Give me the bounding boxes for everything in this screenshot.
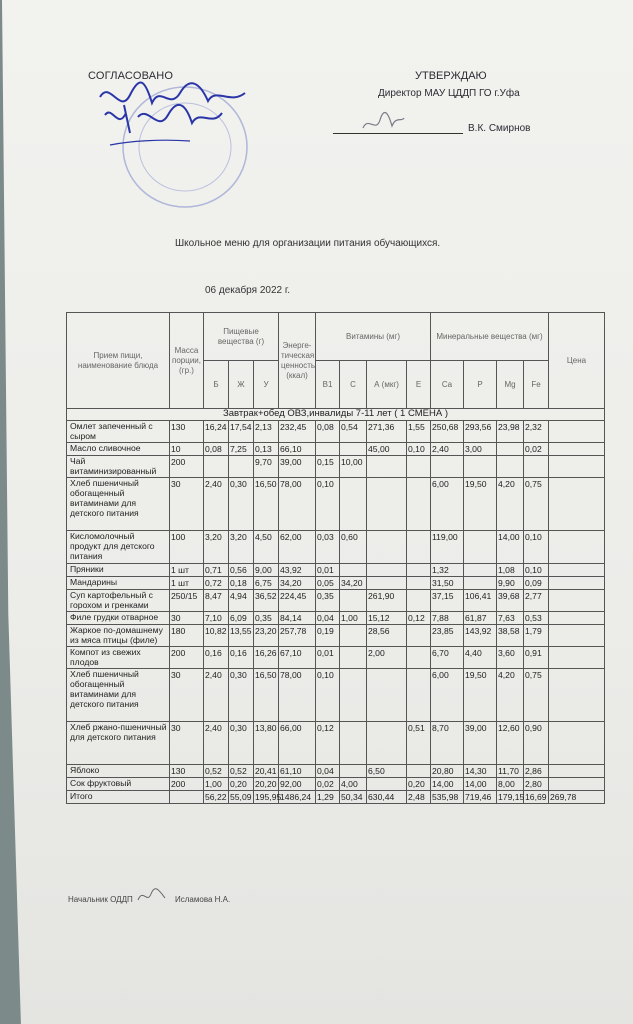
- cell-en: 62,00: [279, 531, 316, 564]
- cell-b1: [316, 443, 340, 456]
- cell-mg: 4,20: [497, 478, 524, 531]
- cell-b: 2,40: [204, 722, 229, 765]
- cell-mg: 38,58: [497, 625, 524, 647]
- cell-mg: 8,00: [497, 778, 524, 791]
- cell-c: [340, 625, 367, 647]
- cell-u: 0,35: [254, 612, 279, 625]
- table-row: [67, 456, 605, 478]
- cell-price: [549, 669, 605, 722]
- cell-c: 50,34: [340, 791, 367, 804]
- cell-mass: 30: [170, 669, 204, 722]
- cell-name: Компот из свежих плодов: [67, 647, 170, 669]
- cell-c: 0,60: [340, 531, 367, 564]
- cell-zh: 0,56: [229, 564, 254, 577]
- cell-ca: 2,40: [431, 443, 464, 456]
- table-row: [67, 564, 605, 577]
- cell-ca: 14,00: [431, 778, 464, 791]
- header-mass: Масса порции, (гр.): [170, 313, 204, 409]
- footer-position: Начальник ОДДП: [68, 895, 133, 904]
- cell-mass: 30: [170, 612, 204, 625]
- cell-e: 0,12: [407, 612, 431, 625]
- cell-ca: 23,85: [431, 625, 464, 647]
- cell-fe: 0,91: [524, 647, 549, 669]
- cell-ca: 6,70: [431, 647, 464, 669]
- cell-fe: 0,10: [524, 531, 549, 564]
- cell-mass: [170, 791, 204, 804]
- table-row: [67, 421, 605, 443]
- cell-fe: 0,10: [524, 564, 549, 577]
- cell-ca: 37,15: [431, 590, 464, 612]
- cell-c: [340, 443, 367, 456]
- cell-b: 7,10: [204, 612, 229, 625]
- cell-zh: 55,09: [230, 792, 252, 802]
- cell-a: [367, 577, 407, 590]
- cell-b1: 0,05: [316, 577, 340, 590]
- cell-p: 3,00: [464, 443, 497, 456]
- cell-fe: 0,75: [524, 478, 549, 531]
- cell-en: 66,00: [279, 722, 316, 765]
- cell-b: 1,00: [204, 778, 229, 791]
- cell-b1: 0,03: [316, 531, 340, 564]
- signature-line: [333, 133, 463, 134]
- header-mg: Mg: [497, 361, 524, 409]
- header-energy: Энерге-тическая ценность (ккал): [279, 313, 316, 409]
- cell-e: [407, 456, 431, 478]
- cell-p: 61,87: [464, 612, 497, 625]
- cell-zh: 4,94: [229, 590, 254, 612]
- cell-u: 16,50: [254, 669, 279, 722]
- cell-e: [407, 564, 431, 577]
- header-a: А (мкг): [367, 361, 407, 409]
- cell-en: 232,45: [279, 421, 316, 443]
- cell-p: [464, 577, 497, 590]
- footer-signature: [135, 886, 170, 906]
- cell-fe: 0,02: [524, 443, 549, 456]
- cell-name: Омлет запеченный с сыром: [67, 421, 170, 443]
- cell-fe: 0,75: [524, 669, 549, 722]
- cell-e: [407, 590, 431, 612]
- cell-p: [464, 564, 497, 577]
- cell-b1: 0,01: [316, 647, 340, 669]
- cell-mg: 12,60: [497, 722, 524, 765]
- cell-a: [367, 564, 407, 577]
- cell-b1: 0,01: [316, 564, 340, 577]
- cell-mass: 200: [170, 456, 204, 478]
- cell-en: 61,10: [279, 765, 316, 778]
- cell-zh: 17,54: [229, 421, 254, 443]
- agreed-label: СОГЛАСОВАНО: [88, 70, 174, 82]
- table-row: [67, 590, 605, 612]
- cell-p: 14,00: [464, 778, 497, 791]
- cell-u: 2,13: [254, 421, 279, 443]
- cell-zh: 0,20: [229, 778, 254, 791]
- cell-price: [549, 590, 605, 612]
- cell-name: Хлеб ржано-пшеничный для детского питания: [67, 722, 170, 765]
- cell-e: 0,10: [407, 443, 431, 456]
- cell-u: 20,41: [255, 766, 277, 776]
- cell-mg: 7,63: [497, 612, 524, 625]
- cell-b1: 0,04: [316, 612, 340, 625]
- cell-mg: 23,98: [497, 421, 524, 443]
- menu-date: 06 декабря 2022 г.: [205, 285, 291, 296]
- cell-name: Яблоко: [67, 765, 170, 778]
- cell-en: 1486,24: [279, 791, 316, 804]
- cell-mg: 3,60: [497, 647, 524, 669]
- cell-fe: 2,80: [524, 778, 549, 791]
- cell-price: [549, 456, 605, 478]
- cell-p: 19,50: [464, 478, 497, 531]
- table-row: [67, 669, 605, 722]
- header-b1: B1: [316, 361, 340, 409]
- cell-en: 84,14: [279, 612, 316, 625]
- cell-u: 23,20: [254, 625, 279, 647]
- cell-c: 34,20: [340, 577, 367, 590]
- cell-fe: 2,86: [524, 765, 549, 778]
- cell-en: 224,45: [279, 590, 316, 612]
- cell-e: [407, 625, 431, 647]
- cell-name: Сок фруктовый: [67, 778, 170, 791]
- cell-p: 19,50: [464, 669, 497, 722]
- cell-c: [340, 564, 367, 577]
- total-row: [67, 791, 605, 804]
- cell-en: 39,00: [279, 456, 316, 478]
- approver-name: В.К. Смирнов: [468, 123, 531, 134]
- cell-name: Кисломолочный продукт для детского питания: [67, 531, 170, 564]
- cell-en: 257,78: [279, 625, 316, 647]
- cell-ca: 6,00: [431, 669, 464, 722]
- cell-b: 0,08: [204, 443, 229, 456]
- cell-b: 10,82: [204, 625, 229, 647]
- header-meal: Прием пищи, наименование блюда: [67, 313, 170, 409]
- cell-u: 4,50: [254, 531, 279, 564]
- cell-fe: 0,09: [524, 577, 549, 590]
- cell-mass: 1 шт: [170, 577, 204, 590]
- cell-b1: 0,19: [316, 625, 340, 647]
- cell-p: 39,00: [464, 722, 497, 765]
- cell-c: 4,00: [340, 778, 367, 791]
- cell-u: 9,00: [254, 564, 279, 577]
- cell-p: 719,46: [464, 791, 497, 804]
- cell-ca: 8,70: [431, 722, 464, 765]
- cell-e: 0,20: [407, 778, 431, 791]
- cell-a: 45,00: [367, 443, 407, 456]
- cell-b: 2,40: [204, 478, 229, 531]
- header-fe: Fe: [524, 361, 549, 409]
- cell-e: 1,55: [407, 421, 431, 443]
- cell-price: [549, 612, 605, 625]
- menu-table: [66, 312, 605, 804]
- cell-a: 15,12: [367, 612, 407, 625]
- cell-u: 195,95: [255, 792, 282, 802]
- cell-p: 14,30: [464, 765, 497, 778]
- cell-name: Суп картофельный с горохом и гренками: [67, 590, 170, 612]
- table-row: [67, 531, 605, 564]
- cell-b1: 0,10: [316, 669, 340, 722]
- cell-p: [464, 456, 497, 478]
- cell-zh: 3,20: [229, 531, 254, 564]
- cell-price: [549, 478, 605, 531]
- cell-zh: 0,52: [229, 765, 254, 778]
- cell-ca: [431, 456, 464, 478]
- cell-price: [549, 647, 605, 669]
- cell-mg: [497, 456, 524, 478]
- cell-price: [549, 531, 605, 564]
- cell-mg: 4,20: [497, 669, 524, 722]
- approve-label: УТВЕРЖДАЮ: [415, 70, 487, 82]
- cell-u: 6,75: [254, 577, 279, 590]
- cell-u: 13,80: [254, 722, 279, 765]
- cell-price: [549, 778, 605, 791]
- table-row: [67, 765, 605, 778]
- header-p: P: [464, 361, 497, 409]
- cell-p: 4,40: [464, 647, 497, 669]
- cell-mg: 179,15: [498, 792, 525, 802]
- table-row: [67, 778, 605, 791]
- cell-b: 0,52: [204, 765, 229, 778]
- cell-zh: 0,30: [229, 722, 254, 765]
- cell-b1: 0,08: [316, 421, 340, 443]
- cell-u: 16,50: [254, 478, 279, 531]
- cell-fe: [524, 456, 549, 478]
- cell-e: [407, 577, 431, 590]
- cell-zh: 6,09: [229, 612, 254, 625]
- cell-e: [407, 669, 431, 722]
- cell-a: 630,44: [367, 791, 407, 804]
- cell-b: 8,47: [204, 590, 229, 612]
- cell-name: Хлеб пшеничный обогащенный витаминами для детского питания: [67, 669, 170, 722]
- cell-b: 0,72: [204, 577, 229, 590]
- header-minerals: Минеральные вещества (мг): [431, 313, 549, 361]
- cell-a: [367, 722, 407, 765]
- table-row: [67, 722, 605, 765]
- cell-name: Пряники: [67, 564, 170, 577]
- cell-b: 2,40: [204, 669, 229, 722]
- cell-ca: 31,50: [431, 577, 464, 590]
- cell-u: 9,70: [254, 456, 279, 478]
- cell-price: [549, 625, 605, 647]
- cell-mass: 10: [170, 443, 204, 456]
- header-zh: Ж: [229, 361, 254, 409]
- cell-c: 10,00: [340, 456, 367, 478]
- cell-zh: 0,16: [229, 647, 254, 669]
- cell-a: 6,50: [367, 765, 407, 778]
- cell-ca: 250,68: [431, 421, 464, 443]
- cell-en: 34,20: [279, 577, 316, 590]
- cell-name: Итого: [67, 791, 170, 804]
- cell-fe: 2,32: [524, 421, 549, 443]
- header-ca: Ca: [431, 361, 464, 409]
- cell-en: 43,92: [279, 564, 316, 577]
- cell-name: Филе грудки отварное: [67, 612, 170, 625]
- cell-name: Жаркое по-домашнему из мяса птицы (филе): [67, 625, 170, 647]
- cell-mass: 200: [170, 647, 204, 669]
- cell-mg: 1,08: [497, 564, 524, 577]
- cell-en: 66,10: [279, 443, 316, 456]
- cell-mass: 30: [170, 478, 204, 531]
- table-row: [67, 443, 605, 456]
- approver-position: Директор МАУ ЦДДП ГО г.Уфа: [378, 88, 520, 99]
- cell-zh: 0,30: [229, 478, 254, 531]
- cell-u: 36,52: [254, 590, 279, 612]
- table-row: [67, 647, 605, 669]
- cell-b: 16,24: [204, 421, 229, 443]
- cell-e: [407, 765, 431, 778]
- header-vitamins: Витамины (мг): [316, 313, 431, 361]
- cell-mg: [497, 443, 524, 456]
- cell-mg: 9,90: [497, 577, 524, 590]
- cell-b: [204, 456, 229, 478]
- section-title: Завтрак+обед ОВЗ,инвалиды 7-11 лет ( 1 СМЕНА ): [67, 409, 605, 421]
- cell-a: 2,00: [367, 647, 407, 669]
- cell-fe: 1,79: [524, 625, 549, 647]
- header-price: Цена: [549, 313, 605, 409]
- cell-a: [367, 669, 407, 722]
- cell-e: 0,51: [407, 722, 431, 765]
- cell-u: 0,13: [254, 443, 279, 456]
- header-nutrients: Пищевые вещества (г): [204, 313, 279, 361]
- cell-en: 92,00: [279, 778, 316, 791]
- cell-u: 20,20: [255, 779, 277, 789]
- cell-name: Масло сливочное: [67, 443, 170, 456]
- cell-mass: 180: [170, 625, 204, 647]
- cell-b1: 0,02: [316, 778, 340, 791]
- cell-c: [340, 590, 367, 612]
- cell-e: [407, 478, 431, 531]
- cell-mg: 39,68: [497, 590, 524, 612]
- cell-a: 271,36: [367, 421, 407, 443]
- cell-p: 143,92: [464, 625, 497, 647]
- table-row: [67, 478, 605, 531]
- cell-ca: 535,98: [431, 791, 464, 804]
- cell-name: Мандарины: [67, 577, 170, 590]
- cell-c: [340, 669, 367, 722]
- cell-mg: 11,70: [497, 765, 524, 778]
- cell-c: [340, 647, 367, 669]
- cell-p: 106,41: [464, 590, 497, 612]
- footer-name: Исламова Н.А.: [175, 895, 231, 904]
- cell-fe: 0,53: [524, 612, 549, 625]
- cell-ca: 1,32: [431, 564, 464, 577]
- cell-fe: 2,77: [524, 590, 549, 612]
- cell-b1: 0,15: [316, 456, 340, 478]
- cell-mass: 1 шт: [170, 564, 204, 577]
- cell-u: 16,26: [254, 647, 279, 669]
- cell-c: 0,54: [340, 421, 367, 443]
- cell-b: 0,71: [204, 564, 229, 577]
- document-title: Школьное меню для организации питания обучающихся.: [175, 238, 441, 249]
- cell-mass: 200: [170, 778, 204, 791]
- cell-en: 78,00: [279, 669, 316, 722]
- cell-mass: 250/15: [170, 590, 204, 612]
- cell-ca: 7,88: [431, 612, 464, 625]
- header-e: Е: [407, 361, 431, 409]
- cell-a: [367, 531, 407, 564]
- cell-a: [367, 456, 407, 478]
- cell-zh: 7,25: [229, 443, 254, 456]
- cell-price: [549, 765, 605, 778]
- cell-b: 56,22: [205, 792, 227, 802]
- cell-price: [549, 577, 605, 590]
- cell-fe: 0,90: [524, 722, 549, 765]
- cell-b1: 0,04: [316, 765, 340, 778]
- cell-p: [464, 531, 497, 564]
- header-b: Б: [204, 361, 229, 409]
- cell-c: [340, 722, 367, 765]
- cell-b1: 0,12: [316, 722, 340, 765]
- cell-b: 3,20: [204, 531, 229, 564]
- cell-en: 78,00: [279, 478, 316, 531]
- cell-mass: 100: [170, 531, 204, 564]
- cell-mass: 130: [170, 765, 204, 778]
- cell-b1: 0,35: [316, 590, 340, 612]
- cell-mg: 14,00: [497, 531, 524, 564]
- cell-e: [407, 531, 431, 564]
- cell-zh: 0,18: [229, 577, 254, 590]
- cell-zh: 13,55: [229, 625, 254, 647]
- cell-name: Чай витаминизированный: [67, 456, 170, 478]
- cell-price: 269,78: [549, 791, 605, 804]
- cell-b: 0,16: [204, 647, 229, 669]
- cell-name: Хлеб пшеничный обогащенный витаминами для детского питания: [67, 478, 170, 531]
- cell-b1: 1,29: [316, 791, 340, 804]
- cell-a: [367, 778, 407, 791]
- table-row: [67, 612, 605, 625]
- header-c: С: [340, 361, 367, 409]
- cell-ca: 119,00: [431, 531, 464, 564]
- cell-mass: 30: [170, 722, 204, 765]
- cell-a: 28,56: [367, 625, 407, 647]
- cell-c: [340, 478, 367, 531]
- table-row: [67, 625, 605, 647]
- cell-mass: 130: [170, 421, 204, 443]
- cell-fe: 16,69: [525, 792, 547, 802]
- cell-ca: 20,80: [431, 765, 464, 778]
- cell-en: 67,10: [279, 647, 316, 669]
- cell-p: 293,56: [464, 421, 497, 443]
- cell-b1: 0,10: [316, 478, 340, 531]
- table-row: [67, 577, 605, 590]
- cell-zh: 0,30: [229, 669, 254, 722]
- cell-e: 2,48: [407, 791, 431, 804]
- cell-price: [549, 564, 605, 577]
- cell-price: [549, 443, 605, 456]
- cell-price: [549, 722, 605, 765]
- cell-c: 1,00: [340, 612, 367, 625]
- cell-zh: [229, 456, 254, 478]
- cell-a: 261,90: [367, 590, 407, 612]
- cell-ca: 6,00: [431, 478, 464, 531]
- cell-price: [549, 421, 605, 443]
- stamp-and-signature: [90, 75, 260, 215]
- header-u: У: [254, 361, 279, 409]
- cell-a: [367, 478, 407, 531]
- cell-e: [407, 647, 431, 669]
- cell-c: [340, 765, 367, 778]
